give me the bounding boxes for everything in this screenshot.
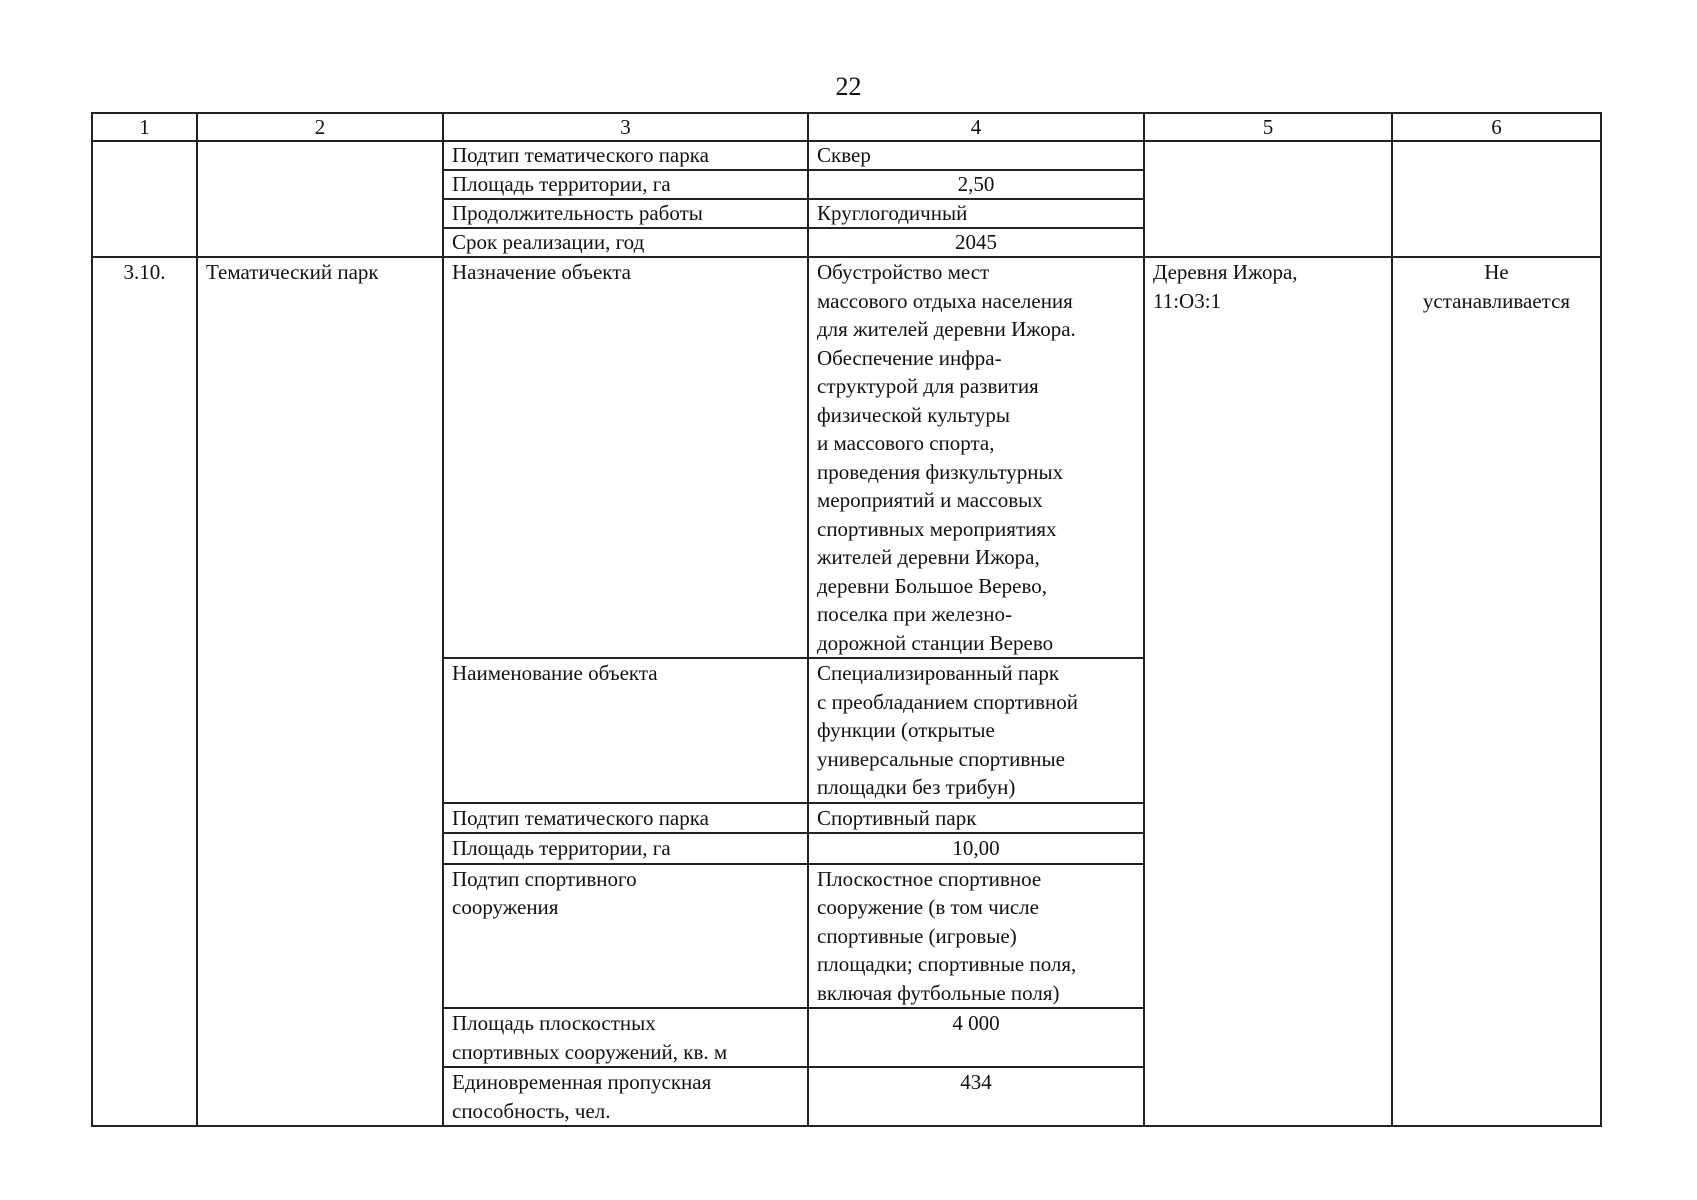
value-cell: Специализированный парк с преобладанием спортивной функции (открытые универсальные спортивные площадки без трибун): [808, 658, 1144, 803]
value-cell: 434: [808, 1067, 1144, 1126]
header-cell-4: 4: [808, 113, 1144, 141]
value-cell: Обустройство мест массового отдыха населения для жителей деревни Ижора. Обеспечение инфра- структурой для развития физической культуры и массового спорта, проведения физкультурных мероприятий и массовых спортивных мероприятиях жителей деревни Ижора, деревни Большое Верево, поселка при железно- дорожной станции Верево: [808, 257, 1144, 658]
value-cell: Спортивный парк: [808, 803, 1144, 834]
continued-type-cell: [197, 141, 443, 257]
value-cell: 4 000: [808, 1008, 1144, 1067]
page-number: 22: [835, 72, 862, 101]
value-cell: Круглогодичный: [808, 199, 1144, 228]
header-row: [92, 113, 1601, 141]
param-cell: Площадь плоскостных спортивных сооружений, кв. м: [443, 1008, 808, 1067]
value-cell: 2045: [808, 228, 1144, 257]
continued-location-cell: [1144, 141, 1392, 257]
param-cell: Срок реализации, год: [443, 228, 808, 257]
header-cell-6: 6: [1392, 113, 1601, 141]
item-zone-cell: Не устанавливается: [1392, 257, 1601, 1126]
header-cell-3: 3: [443, 113, 808, 141]
value-cell: 2,50: [808, 170, 1144, 199]
item-number-cell: 3.10.: [92, 257, 197, 1126]
value-cell: 10,00: [808, 833, 1144, 864]
header-cell-5: 5: [1144, 113, 1392, 141]
item-location-cell: Деревня Ижора, 11:О3:1: [1144, 257, 1392, 1126]
param-cell: Подтип тематического парка: [443, 141, 808, 170]
param-cell: Единовременная пропускная способность, чел.: [443, 1067, 808, 1126]
object-table: [91, 112, 1602, 1127]
param-cell: Продолжительность работы: [443, 199, 808, 228]
param-cell: Площадь территории, га: [443, 170, 808, 199]
continued-number-cell: [92, 141, 197, 257]
value-cell: Плоскостное спортивное сооружение (в том числе спортивные (игровые) площадки; спортивные поля, включая футбольные поля): [808, 864, 1144, 1009]
param-cell: Подтип тематического парка: [443, 803, 808, 834]
table-row: [92, 257, 1601, 658]
param-cell: Назначение объекта: [443, 257, 808, 658]
value-cell: Сквер: [808, 141, 1144, 170]
param-cell: Подтип спортивного сооружения: [443, 864, 808, 1009]
param-cell: Площадь территории, га: [443, 833, 808, 864]
param-cell: Наименование объекта: [443, 658, 808, 803]
header-cell-2: 2: [197, 113, 443, 141]
header-cell-1: 1: [92, 113, 197, 141]
table-row: [92, 141, 1601, 170]
continued-zone-cell: [1392, 141, 1601, 257]
item-type-cell: Тематический парк: [197, 257, 443, 1126]
